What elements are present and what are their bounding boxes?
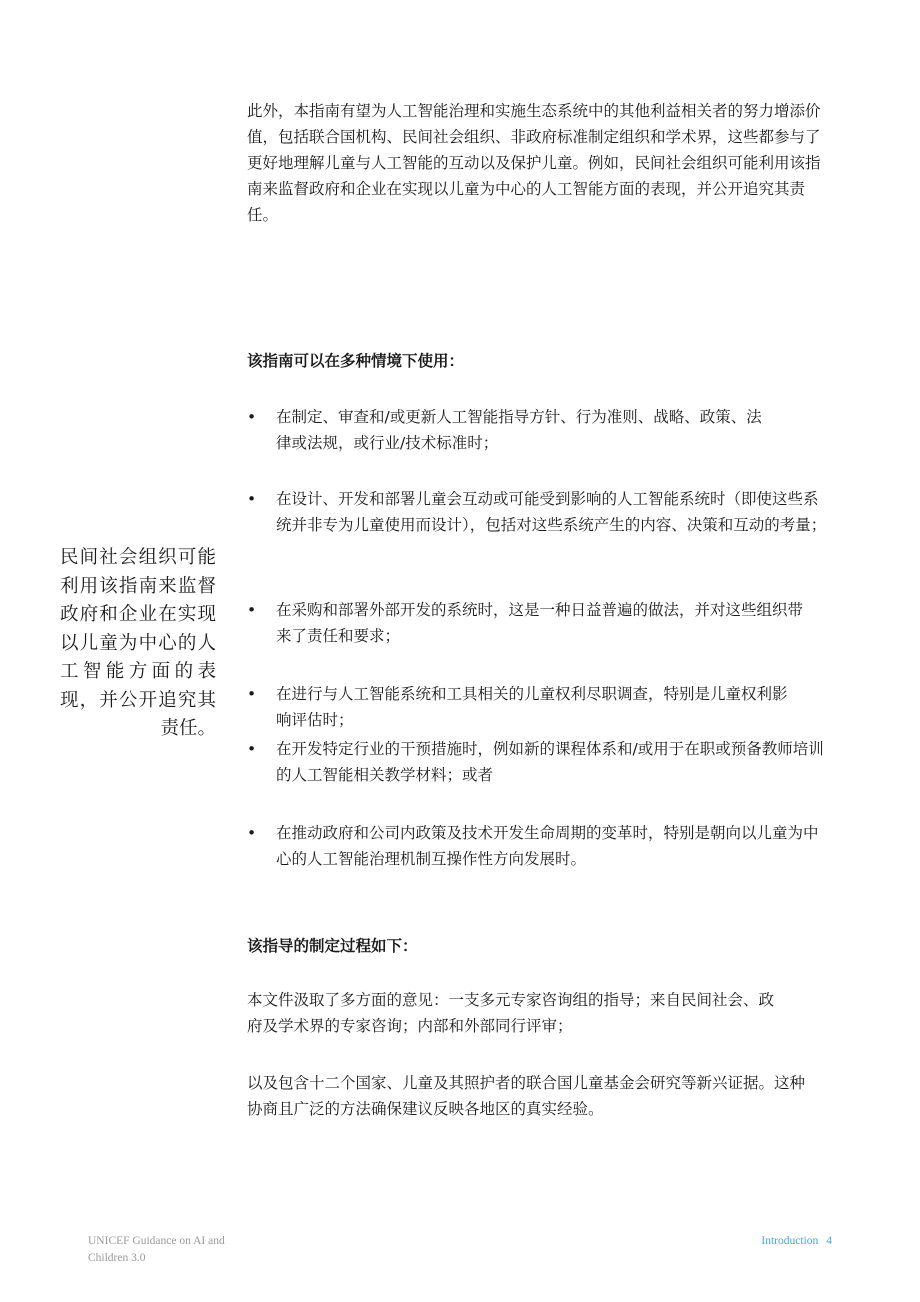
list-item — [247, 820, 827, 872]
pull-quote: 民间社会组织可能利用该指南来监督政府和企业在实现以儿童为中心的人工智能方面的表现，并公开追究其责任。 — [60, 547, 216, 739]
process-paragraph: 本文件汲取了多方面的意见：一支多元专家咨询组的指导；来自民间社会、政府及学术界的专家咨询；内部和外部同行评审； — [247, 991, 775, 1035]
intro-paragraph: 此外，本指南有望为人工智能治理和实施生态系统中的其他利益相关者的努力增添价值，包括联合国机构、民间社会组织、非政府标准制定组织和学术界，这些都参与了更好地理解儿童与人工智能的互动以及保护儿童。例如，民间社会组织可能利用该指南来监督政府和企业在实现以儿童为中心的人工智能方面的表现，并公开追究其责任。 — [247, 102, 821, 224]
list-item — [247, 597, 812, 649]
list-item-text: 在推动政府和公司内政策及技术开发生命周期的变革时，特别是朝向以儿童为中心的人工智能治理机制互操作性方向发展时。 — [276, 824, 819, 868]
footer-page-info — [761, 1233, 832, 1250]
list-item-text: 在设计、开发和部署儿童会互动或可能受到影响的人工智能系统时（即使这些系统并非专为儿童使用而设计），包括对这些系统产生的内容、决策和互动的考量； — [276, 490, 827, 534]
list-item — [247, 736, 827, 788]
bullet-marker: • — [247, 685, 257, 703]
bullet-marker: • — [247, 740, 257, 758]
bullet-marker: • — [247, 824, 257, 842]
list-item — [247, 404, 767, 456]
usage-heading: 该指南可以在多种情境下使用： — [247, 352, 465, 370]
footer-section-name: Introduction — [761, 1235, 819, 1247]
footer-document-title: UNICEF Guidance on AI and Children 3.0 — [88, 1235, 225, 1264]
bullet-marker: • — [247, 601, 257, 619]
list-item-text: 在制定、审查和/或更新人工智能指导方针、行为准则、战略、政策、法律或法规，或行业/技术标准时； — [276, 408, 762, 452]
list-item-text: 在采购和部署外部开发的系统时，这是一种日益普遍的做法，并对这些组织带来了责任和要求； — [276, 601, 804, 645]
list-item-text: 在进行与人工智能系统和工具相关的儿童权利尽职调查，特别是儿童权利影响评估时； — [276, 685, 788, 729]
page-number: 4 — [826, 1235, 832, 1247]
list-item — [247, 681, 792, 733]
bullet-marker: • — [247, 490, 257, 508]
process-paragraph: 以及包含十二个国家、儿童及其照护者的联合国儿童基金会研究等新兴证据。这种协商且广泛的方法确保建议反映各地区的真实经验。 — [247, 1074, 806, 1118]
process-heading: 该指导的制定过程如下： — [247, 937, 418, 955]
bullet-marker: • — [247, 408, 257, 426]
list-item — [247, 486, 827, 538]
list-item-text: 在开发特定行业的干预措施时，例如新的课程体系和/或用于在职或预备教师培训的人工智能相关教学材料；或者 — [276, 740, 824, 784]
